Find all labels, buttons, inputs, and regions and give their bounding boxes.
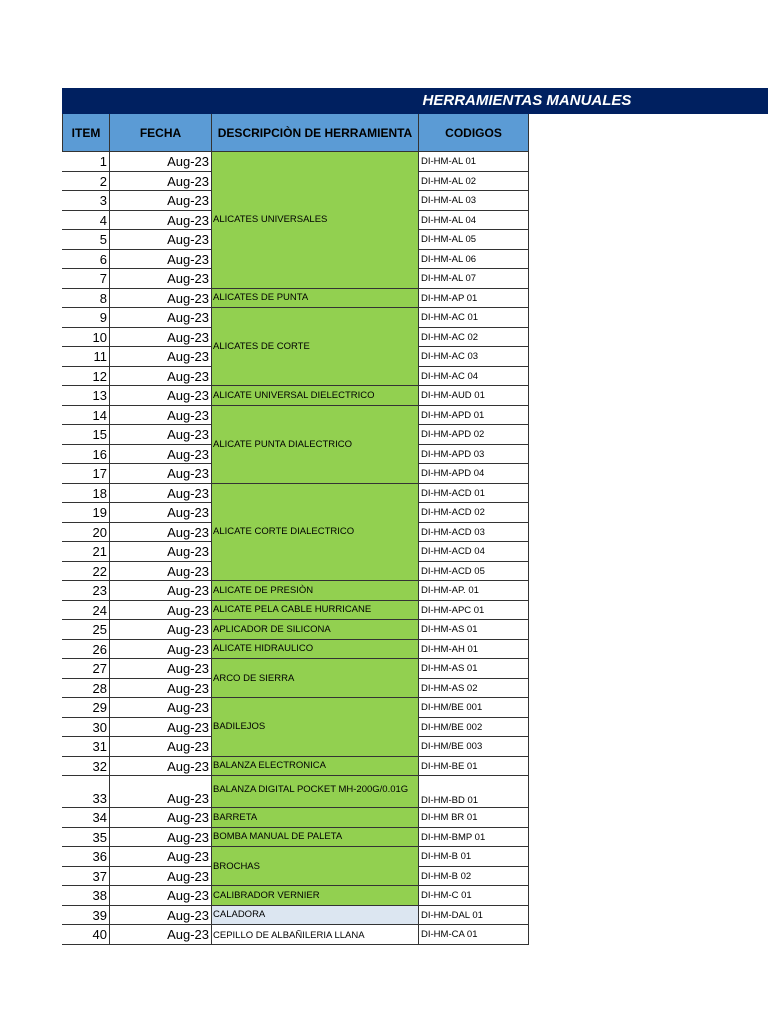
fecha-cell[interactable]: Aug-23 — [110, 269, 212, 289]
descripcion-label: BARRETA — [213, 811, 258, 823]
item-cell[interactable]: 28 — [62, 679, 110, 699]
descripcion-label: BALANZA ELECTRONICA — [213, 760, 326, 772]
item-cell[interactable]: 19 — [62, 503, 110, 523]
item-cell[interactable]: 4 — [62, 211, 110, 231]
fecha-cell[interactable]: Aug-23 — [110, 886, 212, 906]
fecha-cell[interactable]: Aug-23 — [110, 250, 212, 270]
item-cell[interactable]: 1 — [62, 152, 110, 172]
item-cell[interactable]: 10 — [62, 328, 110, 348]
fecha-cell[interactable]: Aug-23 — [110, 328, 212, 348]
codigo-cell[interactable]: DI-HM-APD 03 — [419, 445, 529, 465]
fecha-cell[interactable]: Aug-23 — [110, 503, 212, 523]
fecha-cell[interactable]: Aug-23 — [110, 425, 212, 445]
codigo-cell[interactable]: DI-HM-ACD 05 — [419, 562, 529, 582]
item-cell[interactable]: 9 — [62, 308, 110, 328]
codigo-cell[interactable]: DI-HM/BE 001 — [419, 698, 529, 718]
descripcion-label: ALICATE PELA CABLE HURRICANE — [213, 604, 372, 616]
descripcion-cell[interactable] — [212, 886, 419, 906]
descripcion-label: ALICATE UNIVERSAL DIELECTRICO — [213, 389, 375, 401]
descripcion-label: ALICATES DE PUNTA — [213, 292, 309, 304]
descripcion-cell[interactable] — [212, 659, 419, 698]
fecha-cell[interactable]: Aug-23 — [110, 828, 212, 848]
fecha-cell[interactable]: Aug-23 — [110, 484, 212, 504]
item-cell[interactable]: 18 — [62, 484, 110, 504]
header-codigos[interactable]: CODIGOS — [419, 114, 529, 152]
fecha-cell[interactable]: Aug-23 — [110, 152, 212, 172]
codigo-cell[interactable]: DI-HM-C 01 — [419, 886, 529, 906]
codigo-cell[interactable]: DI-HM-AS 01 — [419, 659, 529, 679]
item-cell[interactable]: 5 — [62, 230, 110, 250]
item-cell[interactable]: 12 — [62, 367, 110, 387]
descripcion-label: ALICATE PUNTA DIALECTRICO — [213, 438, 353, 450]
item-cell[interactable]: 21 — [62, 542, 110, 562]
fecha-cell[interactable]: Aug-23 — [110, 601, 212, 621]
codigo-cell[interactable]: DI-HM-DAL 01 — [419, 906, 529, 926]
item-cell[interactable]: 14 — [62, 406, 110, 426]
fecha-cell[interactable]: Aug-23 — [110, 808, 212, 828]
codigo-cell[interactable]: DI-HM-AL 06 — [419, 250, 529, 270]
fecha-cell[interactable]: Aug-23 — [110, 289, 212, 309]
fecha-cell[interactable]: Aug-23 — [110, 906, 212, 926]
item-cell[interactable]: 34 — [62, 808, 110, 828]
codigo-cell[interactable]: DI-HM-AC 03 — [419, 347, 529, 367]
codigo-cell[interactable]: DI-HM-ACD 02 — [419, 503, 529, 523]
descripcion-cell[interactable] — [212, 620, 419, 640]
codigo-cell[interactable]: DI-HM-AC 01 — [419, 308, 529, 328]
descripcion-cell[interactable] — [212, 484, 419, 582]
codigo-cell[interactable]: DI-HM-AC 02 — [419, 328, 529, 348]
descripcion-label: BOMBA MANUAL DE PALETA — [213, 831, 343, 843]
fecha-cell[interactable]: Aug-23 — [110, 679, 212, 699]
codigo-cell[interactable]: DI-HM-AP 01 — [419, 289, 529, 309]
descripcion-label: BROCHAS — [213, 860, 260, 872]
codigo-cell[interactable]: DI-HM-APC 01 — [419, 601, 529, 621]
fecha-cell[interactable]: Aug-23 — [110, 367, 212, 387]
item-cell[interactable]: 39 — [62, 906, 110, 926]
fecha-cell[interactable]: Aug-23 — [110, 308, 212, 328]
item-cell[interactable]: 33 — [62, 776, 110, 808]
fecha-cell[interactable]: Aug-23 — [110, 757, 212, 777]
codigo-cell[interactable]: DI-HM-AP. 01 — [419, 581, 529, 601]
descripcion-cell[interactable] — [212, 406, 419, 484]
codigo-cell[interactable]: DI-HM-AL 04 — [419, 211, 529, 231]
fecha-cell[interactable]: Aug-23 — [110, 445, 212, 465]
descripcion-cell[interactable] — [212, 828, 419, 848]
fecha-cell[interactable]: Aug-23 — [110, 386, 212, 406]
codigo-cell[interactable]: DI-HM-AL 02 — [419, 172, 529, 192]
codigo-cell[interactable]: DI-HM-BMP 01 — [419, 828, 529, 848]
codigo-cell[interactable]: DI-HM-BE 01 — [419, 757, 529, 777]
codigo-cell[interactable]: DI-HM-CA 01 — [419, 925, 529, 945]
item-cell[interactable]: 22 — [62, 562, 110, 582]
codigo-cell[interactable]: DI-HM-ACD 03 — [419, 523, 529, 543]
fecha-cell[interactable]: Aug-23 — [110, 347, 212, 367]
descripcion-label: CALIBRADOR VERNIER — [213, 889, 320, 901]
fecha-cell[interactable]: Aug-23 — [110, 464, 212, 484]
sheet-title: HERRAMIENTAS MANUALES — [422, 92, 632, 109]
fecha-cell[interactable]: Aug-23 — [110, 620, 212, 640]
codigo-cell[interactable]: DI-HM-ACD 01 — [419, 484, 529, 504]
item-cell[interactable]: 35 — [62, 828, 110, 848]
item-cell[interactable]: 20 — [62, 523, 110, 543]
item-cell[interactable]: 37 — [62, 867, 110, 887]
codigo-cell[interactable]: DI-HM-APD 01 — [419, 406, 529, 426]
fecha-cell[interactable]: Aug-23 — [110, 406, 212, 426]
descripcion-label: BALANZA DIGITAL POCKET MH-200G/0.01G — [213, 784, 409, 795]
codigo-cell[interactable]: DI-HM-AC 04 — [419, 367, 529, 387]
fecha-cell[interactable]: Aug-23 — [110, 523, 212, 543]
descripcion-cell[interactable] — [212, 776, 419, 808]
descripcion-cell[interactable] — [212, 152, 419, 289]
item-cell[interactable]: 2 — [62, 172, 110, 192]
descripcion-cell[interactable] — [212, 698, 419, 757]
item-cell[interactable]: 36 — [62, 847, 110, 867]
fecha-cell[interactable]: Aug-23 — [110, 230, 212, 250]
item-cell[interactable]: 16 — [62, 445, 110, 465]
descripcion-cell[interactable] — [212, 757, 419, 777]
descripcion-label: CALADORA — [213, 909, 266, 921]
descripcion-cell[interactable] — [212, 386, 419, 406]
fecha-cell[interactable]: Aug-23 — [110, 847, 212, 867]
descripcion-cell[interactable] — [212, 808, 419, 828]
fecha-cell[interactable]: Aug-23 — [110, 698, 212, 718]
fecha-cell[interactable]: Aug-23 — [110, 640, 212, 660]
descripcion-label: BADILEJOS — [213, 721, 266, 733]
descripcion-cell[interactable] — [212, 289, 419, 309]
item-cell[interactable]: 27 — [62, 659, 110, 679]
item-cell[interactable]: 24 — [62, 601, 110, 621]
item-cell[interactable]: 32 — [62, 757, 110, 777]
codigo-cell[interactable]: DI-HM BR 01 — [419, 808, 529, 828]
item-cell[interactable]: 17 — [62, 464, 110, 484]
header-descripcion[interactable]: DESCRIPCIÒN DE HERRAMIENTA — [212, 114, 419, 152]
fecha-cell[interactable]: Aug-23 — [110, 867, 212, 887]
codigo-cell[interactable]: DI-HM-ACD 04 — [419, 542, 529, 562]
descripcion-cell[interactable] — [212, 925, 419, 945]
fecha-cell[interactable]: Aug-23 — [110, 718, 212, 738]
item-cell[interactable]: 26 — [62, 640, 110, 660]
fecha-cell[interactable]: Aug-23 — [110, 191, 212, 211]
codigo-cell[interactable]: DI-HM-AL 07 — [419, 269, 529, 289]
fecha-cell[interactable]: Aug-23 — [110, 172, 212, 192]
codigo-cell[interactable]: DI-HM-APD 02 — [419, 425, 529, 445]
codigo-cell[interactable]: DI-HM-APD 04 — [419, 464, 529, 484]
item-cell[interactable]: 25 — [62, 620, 110, 640]
codigo-cell[interactable]: DI-HM-BD 01 — [419, 776, 529, 808]
descripcion-label: CEPILLO DE ALBAÑILERIA LLANA — [213, 930, 365, 941]
codigo-cell[interactable]: DI-HM-AUD 01 — [419, 386, 529, 406]
item-cell[interactable]: 40 — [62, 925, 110, 945]
item-cell[interactable]: 29 — [62, 698, 110, 718]
title-bar — [62, 88, 768, 114]
descripcion-label: ALICATE DE PRESIÒN — [213, 584, 314, 596]
item-cell[interactable]: 6 — [62, 250, 110, 270]
descripcion-cell[interactable] — [212, 640, 419, 660]
codigo-cell[interactable]: DI-HM/BE 002 — [419, 718, 529, 738]
item-cell[interactable]: 15 — [62, 425, 110, 445]
descripcion-label: ALICATES DE CORTE — [213, 341, 310, 352]
descripcion-label: ALICATES UNIVERSALES — [213, 214, 328, 226]
item-cell[interactable]: 31 — [62, 737, 110, 757]
codigo-cell[interactable]: DI-HM-AH 01 — [419, 640, 529, 660]
descripcion-cell[interactable] — [212, 581, 419, 601]
fecha-cell[interactable]: Aug-23 — [110, 776, 212, 808]
fecha-cell[interactable]: Aug-23 — [110, 542, 212, 562]
fecha-cell[interactable]: Aug-23 — [110, 925, 212, 945]
descripcion-label: APLICADOR DE SILICONA — [213, 623, 331, 635]
codigo-cell[interactable]: DI-HM-B 02 — [419, 867, 529, 887]
descripcion-label: ALICATE HIDRAULICO — [213, 643, 314, 655]
codigo-cell[interactable]: DI-HM-B 01 — [419, 847, 529, 867]
descripcion-cell[interactable] — [212, 906, 419, 926]
descripcion-cell[interactable] — [212, 601, 419, 621]
header-item[interactable]: ITEM — [62, 114, 110, 152]
item-cell[interactable]: 8 — [62, 289, 110, 309]
fecha-cell[interactable]: Aug-23 — [110, 211, 212, 231]
descripcion-label: ALICATE CORTE DIALECTRICO — [213, 526, 355, 538]
descripcion-label: ARCO DE SIERRA — [213, 672, 295, 684]
header-fecha[interactable]: FECHA — [110, 114, 212, 152]
codigo-cell[interactable]: DI-HM-AL 01 — [419, 152, 529, 172]
descripcion-cell[interactable] — [212, 847, 419, 886]
item-cell[interactable]: 7 — [62, 269, 110, 289]
fecha-cell[interactable]: Aug-23 — [110, 562, 212, 582]
fecha-cell[interactable]: Aug-23 — [110, 659, 212, 679]
item-cell[interactable]: 13 — [62, 386, 110, 406]
fecha-cell[interactable]: Aug-23 — [110, 737, 212, 757]
codigo-cell[interactable]: DI-HM-AS 01 — [419, 620, 529, 640]
codigo-cell[interactable]: DI-HM-AL 03 — [419, 191, 529, 211]
codigo-cell[interactable]: DI-HM-AL 05 — [419, 230, 529, 250]
codigo-cell[interactable]: DI-HM/BE 003 — [419, 737, 529, 757]
item-cell[interactable]: 3 — [62, 191, 110, 211]
codigo-cell[interactable]: DI-HM-AS 02 — [419, 679, 529, 699]
item-cell[interactable]: 11 — [62, 347, 110, 367]
item-cell[interactable]: 23 — [62, 581, 110, 601]
item-cell[interactable]: 38 — [62, 886, 110, 906]
item-cell[interactable]: 30 — [62, 718, 110, 738]
descripcion-cell[interactable] — [212, 308, 419, 386]
fecha-cell[interactable]: Aug-23 — [110, 581, 212, 601]
